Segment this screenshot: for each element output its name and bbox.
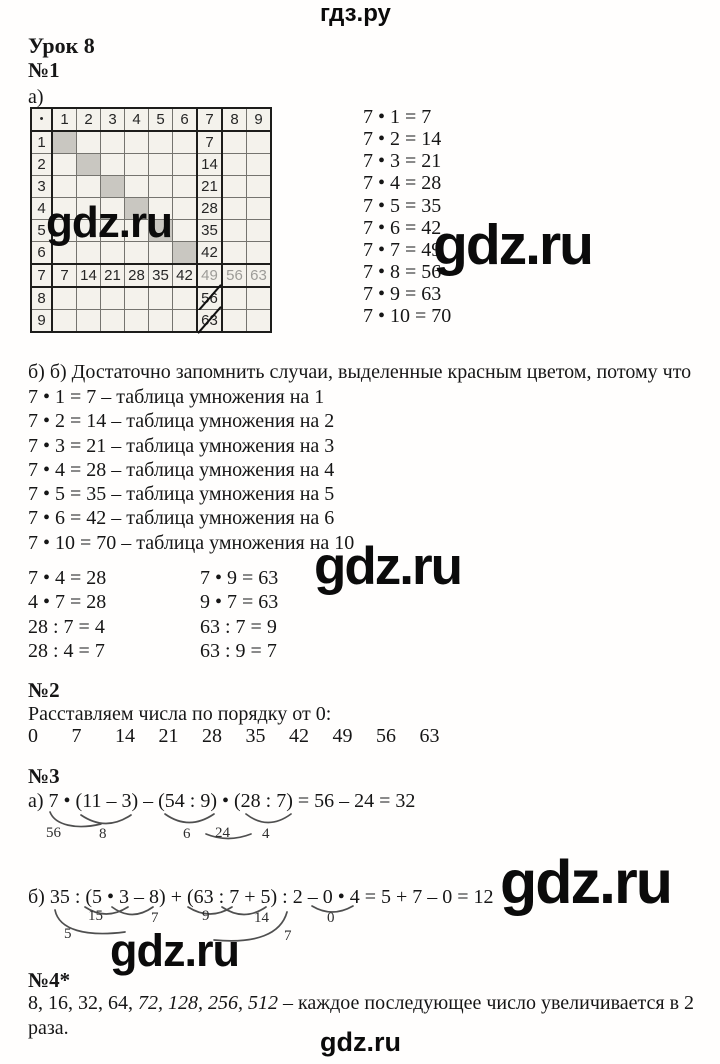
fact-line: 7 • 9 = 63 [200,567,279,589]
gdz-watermark-b-right: gdz.ru [500,848,671,916]
problem4-text-2: раза. [28,1017,69,1039]
equation-line: 7 • 2 = 14 [363,128,442,151]
annotation-label: 24 [215,825,230,841]
annotation-arcs-a [28,805,468,851]
equation-line: 7 • 5 = 35 [363,194,442,217]
annotation-a [28,805,468,851]
table-cell [247,310,272,333]
problem1-part-a-label: а) [28,86,44,108]
table-cell [77,287,101,310]
part-b-line: 7 • 4 = 28 – таблица умножения на 4 [28,458,335,481]
table-cell [125,131,149,154]
table-col-header: 2 [77,108,101,131]
part-b-line: 7 • 6 = 42 – таблица умножения на 6 [28,507,335,530]
problem1-number: №1 [28,58,60,82]
table-cell [101,310,125,333]
table-row-header: 2 [31,154,52,176]
table-cell: 56 [222,264,247,287]
table-cell [149,176,173,198]
table-cell: 14 [77,264,101,287]
fact-line: 63 : 7 = 9 [200,615,277,638]
table-cell: 42 [173,264,198,287]
table-cell [149,154,173,176]
table-cell [149,310,173,333]
gdz-watermark-middle: gdz.ru [314,537,461,596]
table-corner: • [31,108,52,131]
table-cell [222,220,247,242]
equation-a: а) 7 • (11 – 3) – (54 : 9) • (28 : 7) = 56 – 24 = 32 [28,790,416,812]
part-b-line: 7 • 10 = 70 – таблица умножения на 10 [28,531,355,554]
fact-line: 28 : 7 = 4 [28,615,105,638]
number-item: 28 [202,725,222,747]
equation-line: 7 • 4 = 28 [363,172,442,195]
table-row-header: 6 [31,242,52,265]
problem2-instruction: Расставляем числа по порядку от 0: [28,703,332,725]
part-b-lines [28,385,354,555]
part-b-intro: б) б) Достаточно запомнить случаи, выделенные красным цветом, потому что [28,361,692,383]
lesson-title: Урок 8 [28,33,95,58]
table-cell [247,176,272,198]
table-row-header: 4 [31,198,52,220]
annotation-label: 14 [254,910,269,926]
gdz-watermark-right: gdz.ru [433,213,592,277]
table-cell: 63 [247,264,272,287]
equation-line: 7 • 10 = 70 [363,305,452,328]
table-row-header: 5 [31,220,52,242]
table-cell [125,154,149,176]
table-cell [125,287,149,310]
equation-line: 7 • 7 = 49 [363,238,442,261]
table-cell [173,220,198,242]
sequence-normal: 8, 16, 32, 64, [28,992,138,1014]
table-cell [52,131,77,154]
table-cell [173,287,198,310]
table-cell [52,310,77,333]
table-cell: 42 [197,242,222,265]
fact-line: 28 : 4 = 7 [28,639,105,662]
table-cell: 7 [197,131,222,154]
number-item: 21 [158,725,179,747]
problem3-number: №3 [28,764,60,788]
table-cell [52,176,77,198]
number-item: 14 [115,725,135,747]
table-cell [173,154,198,176]
annotation-label: 9 [202,908,210,924]
sequence-tail: – каждое последующее число увеличивается в 2 [278,992,695,1014]
table-cell: 35 [149,264,173,287]
annotation-label: 5 [64,926,72,942]
table-cell [101,176,125,198]
equation-line: 7 • 3 = 21 [363,150,442,173]
table-col-header: 8 [222,108,247,131]
annotation-label: 15 [88,908,103,924]
table-cell [247,287,272,310]
table-col-header: 1 [52,108,77,131]
facts-column-2 [200,566,278,663]
annotation-b [28,903,498,953]
table-cell [247,220,272,242]
table-cell: 14 [197,154,222,176]
table-cell [173,310,198,333]
annotation-label: 4 [262,826,270,842]
equation-line: 7 • 1 = 7 [363,106,432,128]
part-b-line: 7 • 3 = 21 – таблица умножения на 3 [28,434,335,457]
table-cell [77,154,101,176]
table-cell [101,154,125,176]
part-b-line: 7 • 1 = 7 – таблица умножения на 1 [28,386,325,408]
table-cell [101,131,125,154]
table-col-header: 3 [101,108,125,131]
problem2-numbers [28,725,463,748]
table-cell [125,310,149,333]
table-row-header: 7 [31,264,52,287]
table-cell [52,287,77,310]
table-cell [173,198,198,220]
table-cell: 56 [197,287,222,310]
table-cell [222,176,247,198]
fact-line: 4 • 7 = 28 [28,591,107,614]
number-item: 0 [28,725,38,747]
gdz-watermark-table: gdz.ru [46,198,172,247]
annotation-label: 0 [327,910,335,926]
table-cell [77,176,101,198]
annotation-label: 7 [284,928,292,944]
table-cell [247,154,272,176]
annotation-label: 56 [46,825,61,841]
table-cell [173,131,198,154]
table-cell: 21 [101,264,125,287]
table-cell: 63 [197,310,222,333]
table-cell: 28 [125,264,149,287]
table-cell: 28 [197,198,222,220]
number-item: 35 [245,725,266,747]
table-cell: 7 [52,264,77,287]
table-cell [125,176,149,198]
table-col-header: 5 [149,108,173,131]
annotation-label: 6 [183,826,191,842]
table-col-header: 4 [125,108,149,131]
table-col-header: 7 [197,108,222,131]
table-cell [222,287,247,310]
sequence-italic: 72, 128, 256, 512 [138,992,278,1014]
table-row-header: 9 [31,310,52,333]
table-cell [52,154,77,176]
table-row-header: 8 [31,287,52,310]
table-cell [77,310,101,333]
fact-line: 7 • 4 = 28 [28,567,107,589]
fact-line: 9 • 7 = 63 [200,591,279,614]
table-cell [247,198,272,220]
annotation-label: 7 [151,910,159,926]
table-cell: 21 [197,176,222,198]
table-cell: 49 [197,264,222,287]
equation-line: 7 • 9 = 63 [363,283,442,306]
problem4-number: №4* [28,968,71,992]
table-cell [247,242,272,265]
table-cell [173,242,198,265]
table-cell [222,131,247,154]
problem4-text [28,991,704,1015]
table-cell [101,287,125,310]
fact-line: 63 : 9 = 7 [200,639,277,662]
table-col-header: 6 [173,108,198,131]
site-logo-top: гдз.ру [320,0,391,27]
number-item: 56 [376,725,396,747]
number-item: 63 [419,725,440,747]
facts-column-1 [28,566,106,663]
site-logo-bottom: gdz.ru [320,1027,401,1057]
table-cell [222,310,247,333]
part-b-line: 7 • 5 = 35 – таблица умножения на 5 [28,483,335,506]
table-cell: 35 [197,220,222,242]
table-cell [149,287,173,310]
table-cell [149,131,173,154]
part-b-line: 7 • 2 = 14 – таблица умножения на 2 [28,410,335,433]
table-cell [247,131,272,154]
table-cell [77,131,101,154]
table-cell [222,154,247,176]
problem2-number: №2 [28,678,60,702]
annotation-label: 8 [99,826,107,842]
table-cell [222,198,247,220]
equation-line: 7 • 6 = 42 [363,216,442,239]
equation-b: б) 35 : (5 • 3 – 8) + (63 : 7 + 5) : 2 – 0 • 4 = 5 + 7 – 0 = 12 [28,886,494,908]
table-cell [173,176,198,198]
equation-line: 7 • 8 = 56 [363,261,442,284]
number-item: 49 [332,725,353,747]
number-item: 42 [289,725,309,747]
gdz-watermark-b-bottom: gdz.ru [110,925,239,976]
table-row-header: 3 [31,176,52,198]
table-col-header: 9 [247,108,272,131]
number-item: 7 [71,725,82,747]
table-row-header: 1 [31,131,52,154]
table-cell [222,242,247,265]
